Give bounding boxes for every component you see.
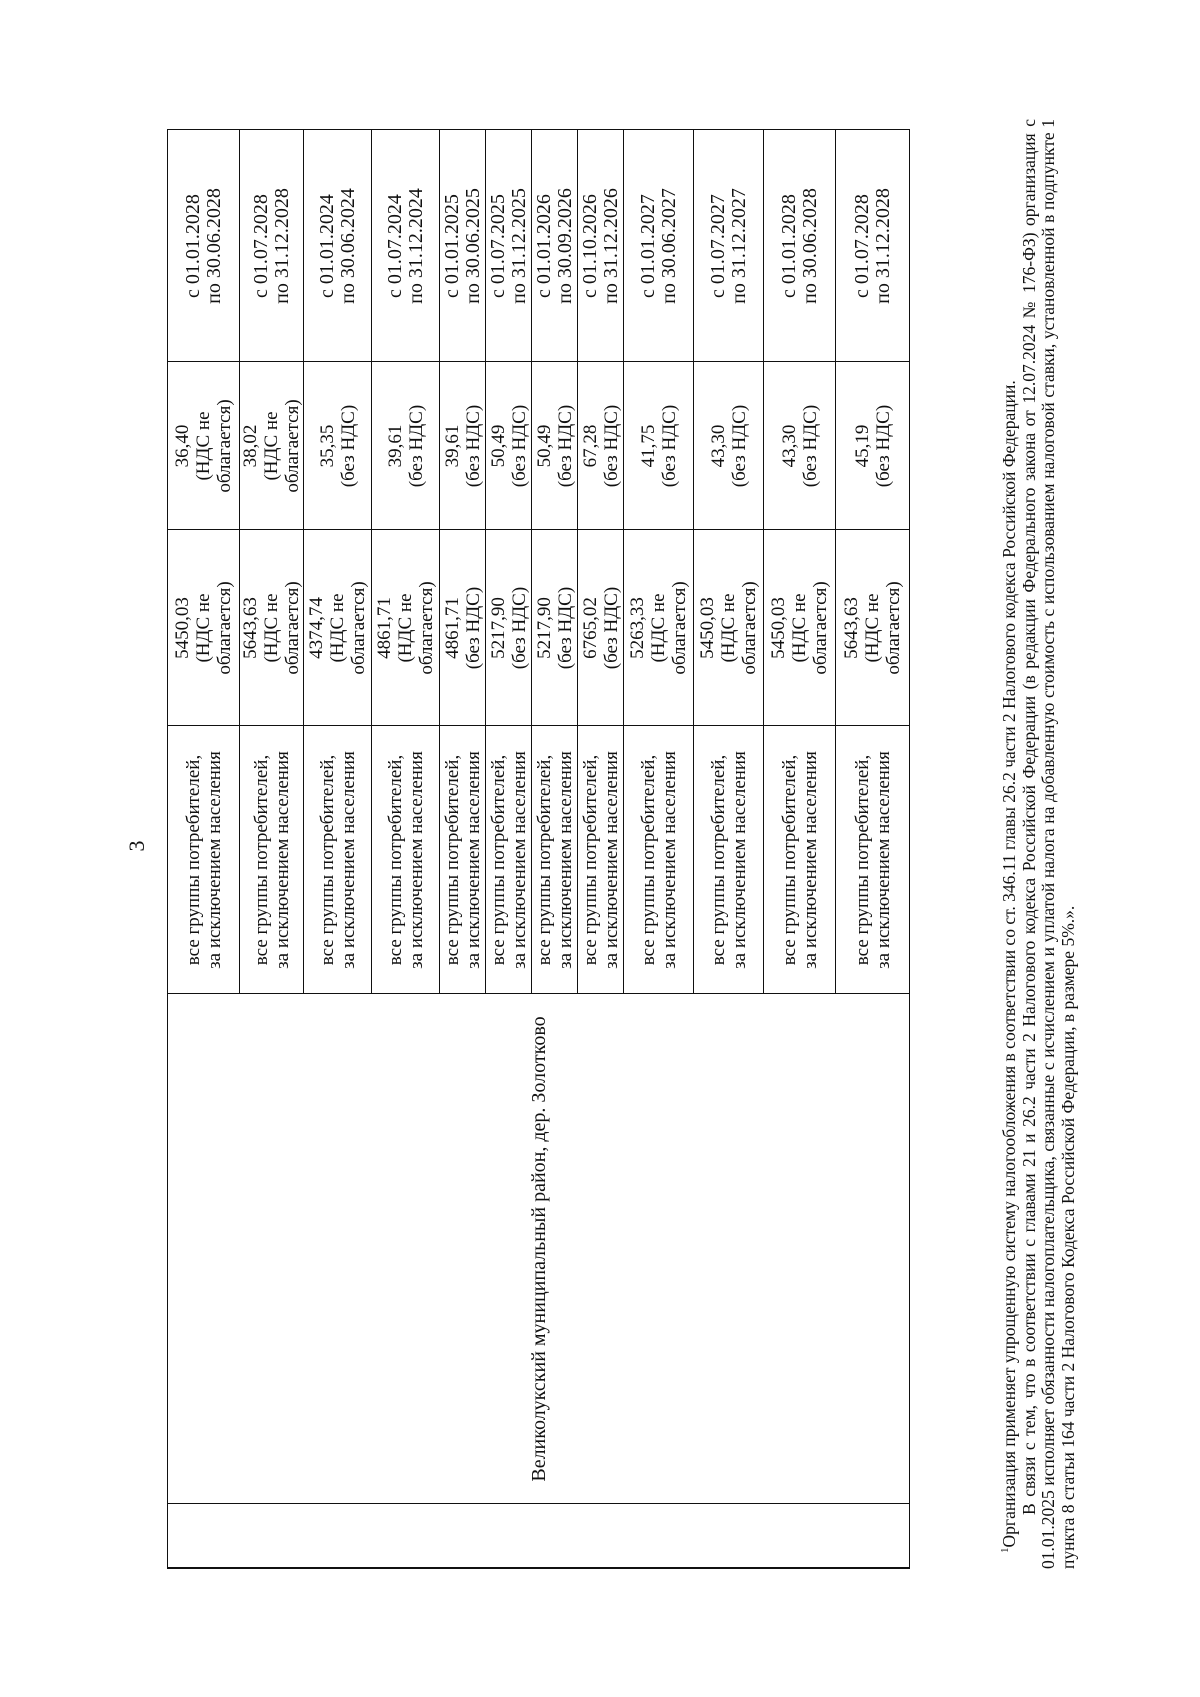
cell-line: (без НДС) xyxy=(728,404,750,488)
cell-line: (НДС не xyxy=(862,593,883,663)
cell-line: за исключением населения xyxy=(337,751,359,969)
cell-line: 43,30 xyxy=(778,424,800,468)
consumers-cell xyxy=(836,726,910,994)
cell-line: по 30.06.2025 xyxy=(461,188,484,304)
tariff-table xyxy=(167,130,910,1570)
cell-line: (НДС не xyxy=(193,411,214,481)
cell-line: по 30.06.2028 xyxy=(798,188,821,304)
cell-line: облагается) xyxy=(214,581,235,675)
cell-line: облагается) xyxy=(416,581,437,675)
cell-line: 4861,71 xyxy=(441,597,463,659)
cell-line: (без НДС) xyxy=(508,404,530,488)
cell-line: по 31.12.2027 xyxy=(727,188,750,304)
cell-line: 4861,71 xyxy=(374,597,395,659)
cell-line: по 31.12.2024 xyxy=(404,188,427,304)
period-cell xyxy=(532,130,578,362)
cell-line: (без НДС) xyxy=(462,404,484,488)
table-row xyxy=(168,130,240,1568)
cell-line: все группы потребителей, xyxy=(250,754,272,966)
footnote-1 xyxy=(1000,119,1020,1553)
cell-line: (НДС не xyxy=(395,593,416,663)
cell-line: по 30.09.2026 xyxy=(553,188,576,304)
cell-line: 5643,63 xyxy=(841,597,862,659)
period-cell xyxy=(694,130,764,362)
cell-line: 5450,03 xyxy=(172,597,193,659)
cell-line: за исключением населения xyxy=(658,751,680,969)
cell-line: облагается) xyxy=(282,399,303,493)
cell-line: (без НДС) xyxy=(554,404,576,488)
cell-line: 45,19 xyxy=(851,424,873,468)
cell-line: облагается) xyxy=(348,581,369,675)
cell-line: по 30.06.2027 xyxy=(657,188,680,304)
cell-line: с 01.01.2025 xyxy=(440,194,463,298)
consumers-cell xyxy=(764,726,836,994)
tariff-m3-cell xyxy=(764,362,836,530)
cell-line: облагается) xyxy=(282,581,303,675)
cell-line: с 01.07.2028 xyxy=(249,194,272,298)
cell-line: (НДС не xyxy=(648,593,669,663)
cell-line: за исключением населения xyxy=(462,751,484,969)
empty-cell xyxy=(836,1504,910,1568)
empty-cell xyxy=(624,1504,694,1568)
cell-line: с 01.01.2024 xyxy=(315,194,338,298)
cell-line: 67,28 xyxy=(579,424,601,468)
consumers-cell xyxy=(694,726,764,994)
empty-cell xyxy=(304,1504,372,1568)
tariff-m3-cell xyxy=(694,362,764,530)
consumers-cell xyxy=(304,726,372,994)
cell-line: все группы потребителей, xyxy=(316,754,338,966)
cell-line: 43,30 xyxy=(707,424,729,468)
period-cell xyxy=(764,130,836,362)
cell-line: (без НДС) xyxy=(799,404,821,488)
cell-line: с 01.01.2028 xyxy=(181,194,204,298)
cell-line: по 31.12.2025 xyxy=(507,188,530,304)
period-cell xyxy=(486,130,532,362)
cell-line: за исключением населения xyxy=(799,751,821,969)
cell-line: облагается) xyxy=(669,581,690,675)
municipality-cell: Великолукский муниципальный район, дер. Золотково xyxy=(168,994,910,1504)
tariff-m3-cell xyxy=(168,362,240,530)
cell-line: 5263,33 xyxy=(627,597,648,659)
cell-line: с 01.10.2026 xyxy=(578,194,601,298)
cell-line: (НДС не xyxy=(789,593,810,663)
cell-line: (без НДС) xyxy=(462,586,484,670)
cell-line: с 01.01.2027 xyxy=(636,194,659,298)
cell-line: с 01.07.2024 xyxy=(383,194,406,298)
cell-line: все группы потребителей, xyxy=(778,754,800,966)
period-cell xyxy=(624,130,694,362)
cell-line: облагается) xyxy=(883,581,904,675)
tariff-gcal-cell xyxy=(440,530,486,726)
cell-line: 38,02 xyxy=(240,424,261,468)
tariff-gcal-cell xyxy=(764,530,836,726)
tariff-gcal-cell xyxy=(624,530,694,726)
tariff-m3-cell xyxy=(304,362,372,530)
period-cell xyxy=(836,130,910,362)
tariff-gcal-cell xyxy=(486,530,532,726)
cell-line: все группы потребителей, xyxy=(707,754,729,966)
cell-line: 4374,74 xyxy=(306,597,327,659)
period-cell xyxy=(440,130,486,362)
cell-line: все группы потребителей, xyxy=(637,754,659,966)
cell-line: (без НДС) xyxy=(600,586,622,670)
cell-line: за исключением населения xyxy=(271,751,293,969)
cell-line: все группы потребителей, xyxy=(851,754,873,966)
cell-line: (без НДС) xyxy=(600,404,622,488)
empty-cell xyxy=(168,1504,240,1568)
cell-line: облагается) xyxy=(739,581,760,675)
cell-line: 5217,90 xyxy=(487,597,509,659)
empty-cell xyxy=(578,1504,624,1568)
cell-line: 39,61 xyxy=(384,424,406,468)
cell-line: за исключением населения xyxy=(508,751,530,969)
cell-line: облагается) xyxy=(214,399,235,493)
tariff-m3-cell xyxy=(578,362,624,530)
cell-line: (без НДС) xyxy=(658,404,680,488)
cell-line: 50,49 xyxy=(487,424,509,468)
period-cell xyxy=(168,130,240,362)
cell-line: 6765,02 xyxy=(579,597,601,659)
tariff-m3-cell xyxy=(440,362,486,530)
consumers-cell xyxy=(486,726,532,994)
cell-line: 5643,63 xyxy=(240,597,261,659)
tariff-gcal-cell xyxy=(532,530,578,726)
period-cell xyxy=(240,130,304,362)
cell-line: все группы потребителей, xyxy=(384,754,406,966)
consumers-cell xyxy=(624,726,694,994)
tariff-gcal-cell xyxy=(836,530,910,726)
cell-line: (НДС не xyxy=(261,593,282,663)
cell-line: облагается) xyxy=(810,581,831,675)
page-number: 3 xyxy=(124,840,149,852)
cell-line: с 01.01.2028 xyxy=(777,194,800,298)
cell-line: (без НДС) xyxy=(337,404,359,488)
cell-line: по 30.06.2024 xyxy=(336,188,359,304)
tariff-m3-cell xyxy=(532,362,578,530)
footnote-2: В связи с тем, что в соответствии с главами 21 и 26.2 части 2 Налогового кодекса Российской Федерации (в редакции Федерального закона от 12.07.2024 № 176-ФЗ) организация с 01.01.2025 исполняет обязанности налогоплательщика, связанные с исчислением и уплатой налога на добавленную стоимость с использованием налоговой ставки, установленной в подпункте 1 пункта 8 статьи 164 части 2 Налогового Кодекса Российской Федерации, в размере 5%.». xyxy=(1018,119,1078,1569)
tariff-gcal-cell xyxy=(168,530,240,726)
cell-line: с 01.07.2027 xyxy=(706,194,729,298)
cell-line: 35,35 xyxy=(316,424,338,468)
period-cell xyxy=(578,130,624,362)
cell-line: 39,61 xyxy=(441,424,463,468)
cell-line: по 30.06.2028 xyxy=(202,188,225,304)
cell-line: все группы потребителей, xyxy=(533,754,555,966)
cell-line: за исключением населения xyxy=(203,751,225,969)
cell-line: (НДС не xyxy=(327,593,348,663)
cell-line: по 31.12.2028 xyxy=(871,188,894,304)
period-cell xyxy=(304,130,372,362)
cell-line: за исключением населения xyxy=(554,751,576,969)
tariff-gcal-cell xyxy=(240,530,304,726)
empty-cell xyxy=(372,1504,440,1568)
cell-line: за исключением населения xyxy=(405,751,427,969)
cell-line: 36,40 xyxy=(172,424,193,468)
tariff-gcal-cell xyxy=(578,530,624,726)
empty-cell xyxy=(440,1504,486,1568)
cell-line: (НДС не xyxy=(261,411,282,481)
cell-line: все группы потребителей, xyxy=(579,754,601,966)
cell-line: (без НДС) xyxy=(554,586,576,670)
cell-line: все группы потребителей, xyxy=(441,754,463,966)
tariff-table-body xyxy=(168,130,910,1568)
tariff-gcal-cell xyxy=(304,530,372,726)
cell-line: (НДС не xyxy=(193,593,214,663)
tariff-gcal-cell xyxy=(694,530,764,726)
period-cell xyxy=(372,130,440,362)
footnote-1-text: Организация применяет упрощенную систему налогообложения в соответствии со ст. 346.11 главы 26.2 части 2 Налогового кодекса Российской Федерации. xyxy=(999,380,1019,1548)
cell-line: с 01.01.2026 xyxy=(532,194,555,298)
cell-line: за исключением населения xyxy=(728,751,750,969)
cell-line: 41,75 xyxy=(637,424,659,468)
consumers-cell xyxy=(372,726,440,994)
consumers-cell xyxy=(578,726,624,994)
tariff-m3-cell xyxy=(624,362,694,530)
footnote-marker: 1 xyxy=(999,1547,1012,1553)
consumers-cell xyxy=(240,726,304,994)
cell-line: все группы потребителей, xyxy=(182,754,204,966)
tariff-gcal-cell xyxy=(372,530,440,726)
cell-line: 50,49 xyxy=(533,424,555,468)
cell-line: по 31.12.2028 xyxy=(270,188,293,304)
consumers-cell xyxy=(168,726,240,994)
cell-line: по 31.12.2026 xyxy=(599,188,622,304)
empty-cell xyxy=(694,1504,764,1568)
cell-line: (без НДС) xyxy=(872,404,894,488)
cell-line: с 01.07.2028 xyxy=(850,194,873,298)
empty-cell xyxy=(486,1504,532,1568)
cell-line: (без НДС) xyxy=(508,586,530,670)
cell-line: за исключением населения xyxy=(600,751,622,969)
tariff-m3-cell xyxy=(836,362,910,530)
footnotes xyxy=(1000,119,1078,1569)
cell-line: все группы потребителей, xyxy=(487,754,509,966)
consumers-cell xyxy=(532,726,578,994)
consumers-cell xyxy=(440,726,486,994)
cell-line: 5217,90 xyxy=(533,597,555,659)
cell-line: 5450,03 xyxy=(768,597,789,659)
cell-line: за исключением населения xyxy=(872,751,894,969)
cell-line: (без НДС) xyxy=(405,404,427,488)
tariff-m3-cell xyxy=(372,362,440,530)
cell-line: с 01.07.2025 xyxy=(486,194,509,298)
empty-cell xyxy=(532,1504,578,1568)
tariff-m3-cell xyxy=(240,362,304,530)
empty-cell xyxy=(240,1504,304,1568)
cell-line: 5450,03 xyxy=(697,597,718,659)
cell-line: (НДС не xyxy=(718,593,739,663)
tariff-m3-cell xyxy=(486,362,532,530)
empty-cell xyxy=(764,1504,836,1568)
